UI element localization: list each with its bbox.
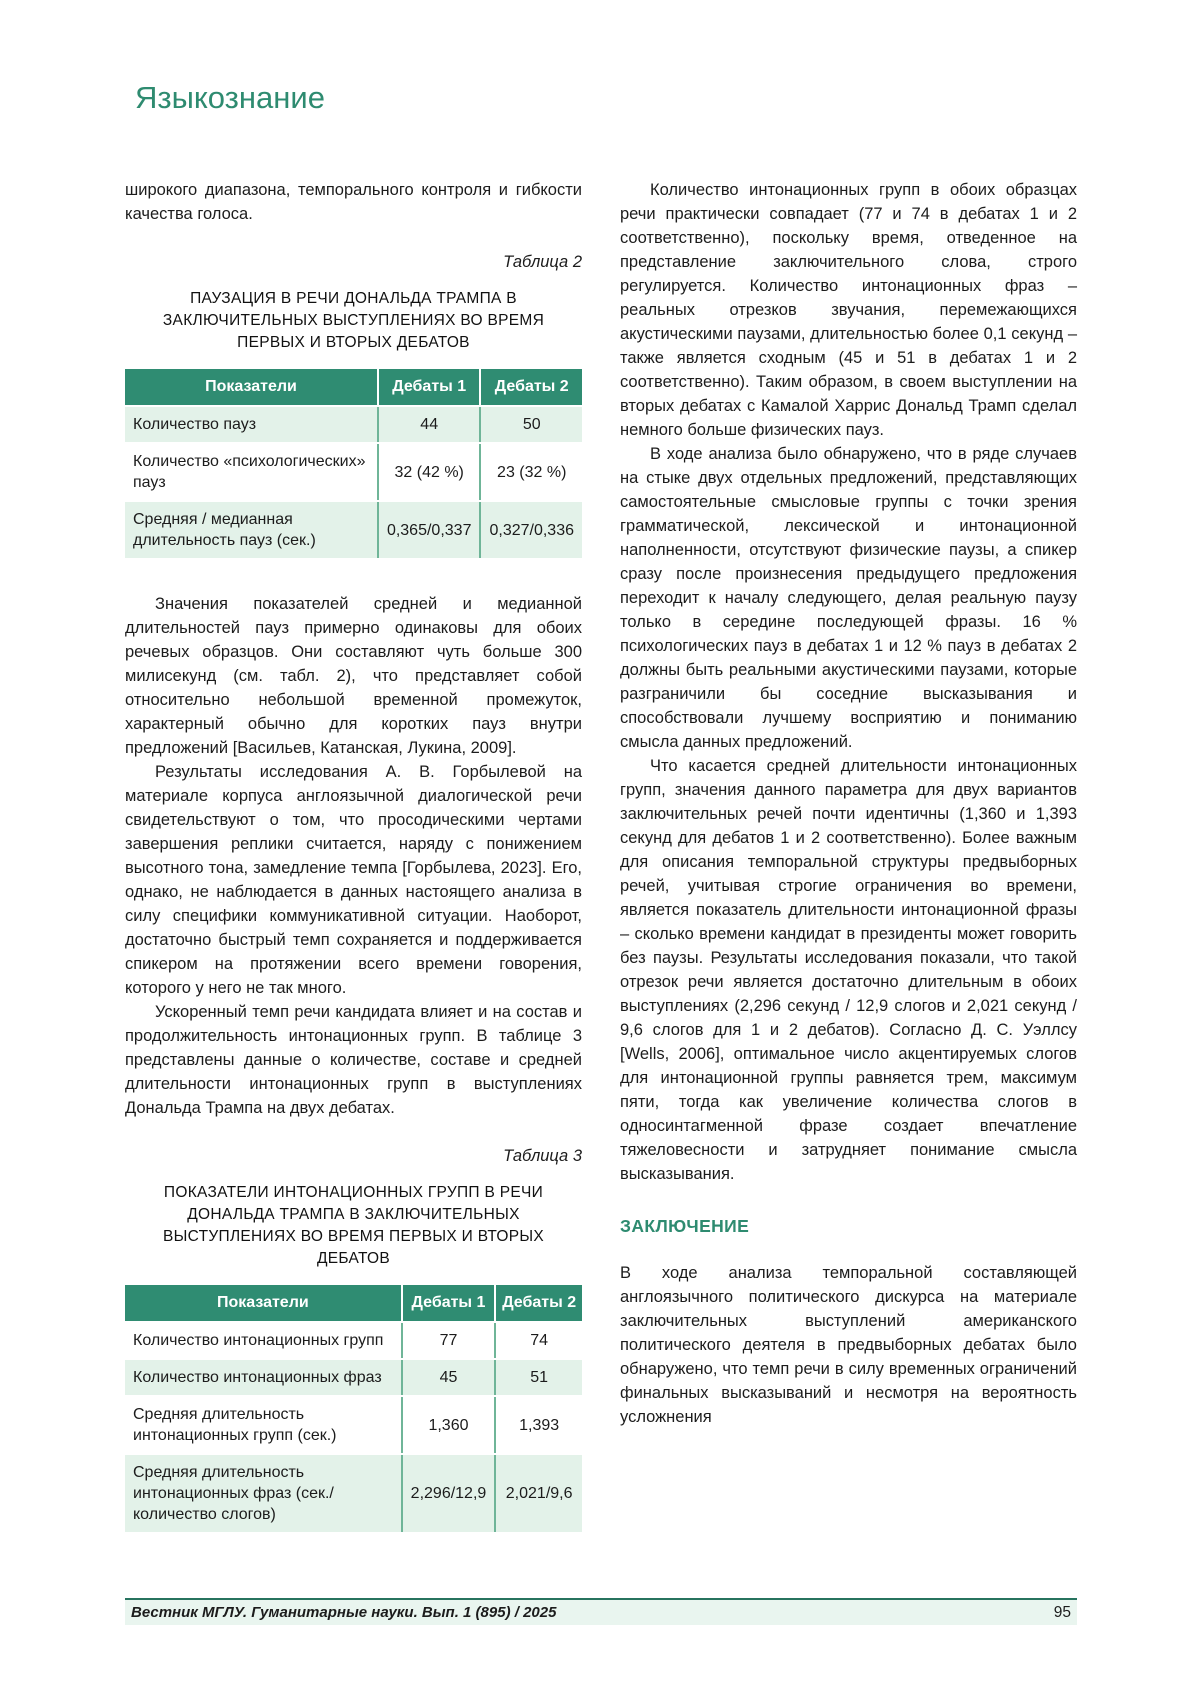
- row-value-debate-1: 77: [402, 1322, 496, 1359]
- row-value-debate-1: 32 (42 %): [378, 443, 481, 501]
- paragraph: Количество интонационных групп в обоих образцах речи практически совпадает (77 и 74 в дебатах 1 и 2 соответственно), поскольку время, отведенное на представление заключительного слова, строго регулируется. Количество интонационных фраз – реальных отрезков звучания, перемежающихся акустическими паузами, длительностью более 0,1 секунд – также является сходным (45 и 51 в дебатах 1 и 2 соответственно). Таким образом, в своем выступлении на вторых дебатах с Камалой Харрис Дональд Трамп сделал немного больше физических пауз.: [620, 181, 1077, 439]
- row-value-debate-2: 50: [480, 406, 582, 443]
- column-header-debate-1: Дебаты 1: [402, 1285, 496, 1322]
- table-3-caption: Таблица 3: [503, 1147, 582, 1165]
- column-header-debate-2: Дебаты 2: [495, 1285, 582, 1322]
- table-row: [125, 1359, 582, 1396]
- table-row: [125, 501, 582, 559]
- row-value-debate-1: 2,296/12,9: [402, 1454, 496, 1533]
- paragraph: Результаты исследования А. В. Горбылевой на материале корпуса англоязычной диалогической речи свидетельствуют о том, что просодическими чертами завершения реплики считается, наряду с понижением высотного тона, замедление темпа [Горбылева, 2023]. Его, однако, не наблюдается в данных настоящего анализа в силу специфики коммуникативной ситуации. Наоборот, достаточно быстрый темп сохраняется и поддерживается спикером на протяжении всего времени говорения, которого у него не так много.: [125, 763, 582, 997]
- table-3-title: ПОКАЗАТЕЛИ ИНТОНАЦИОННЫХ ГРУПП В РЕЧИ ДОНАЛЬДА ТРАМПА В ЗАКЛЮЧИТЕЛЬНЫХ ВЫСТУПЛЕНИЯХ ВО ВРЕМЯ ПЕРВЫХ И ВТОРЫХ ДЕБАТОВ: [162, 1184, 545, 1267]
- row-value-debate-2: 51: [495, 1359, 582, 1396]
- right-column: [620, 178, 1077, 1534]
- row-label: Количество пауз: [125, 406, 378, 443]
- row-label: Средняя / медианная длительность пауз (сек.): [125, 501, 378, 559]
- row-label: Средняя длительность интонационных групп (сек.): [125, 1396, 402, 1454]
- table-2-header-row: [125, 369, 582, 406]
- row-label: Количество «психологических» пауз: [125, 443, 378, 501]
- table-row: [125, 1322, 582, 1359]
- row-value-debate-1: 0,365/0,337: [378, 501, 481, 559]
- page-footer: [125, 1598, 1077, 1625]
- row-value-debate-2: 2,021/9,6: [495, 1454, 582, 1533]
- row-value-debate-1: 1,360: [402, 1396, 496, 1454]
- row-value-debate-2: 23 (32 %): [480, 443, 582, 501]
- footer-page-number: 95: [1053, 1603, 1071, 1621]
- column-header-debate-1: Дебаты 1: [378, 369, 481, 406]
- paragraph-conclusion: В ходе анализа темпоральной составляющей англоязычного политического дискурса на материале заключительных выступлений американского политического деятеля в предвыборных дебатах было обнаружено, что темп речи в силу временных ограничений финальных высказываний и несмотря на вероятность усложнения: [620, 1264, 1077, 1426]
- row-value-debate-2: 1,393: [495, 1396, 582, 1454]
- table-row: [125, 1454, 582, 1533]
- paragraph: Ускоренный темп речи кандидата влияет и на состав и продолжительность интонационных групп. В таблице 3 представлены данные о количестве, составе и средней длительности интонационных групп в выступлениях Дональда Трампа на двух дебатах.: [125, 1003, 582, 1117]
- row-label: Количество интонационных фраз: [125, 1359, 402, 1396]
- table-2-title: ПАУЗАЦИЯ В РЕЧИ ДОНАЛЬДА ТРАМПА В ЗАКЛЮЧИТЕЛЬНЫХ ВЫСТУПЛЕНИЯХ ВО ВРЕМЯ ПЕРВЫХ И ВТОРЫХ ДЕБАТОВ: [162, 290, 545, 351]
- table-3-intonation-groups: [125, 1285, 582, 1534]
- column-header-indicators: Показатели: [125, 1285, 402, 1322]
- footer-journal-title: Вестник МГЛУ. Гуманитарные науки. Вып. 1 (895) / 2025: [131, 1604, 557, 1621]
- column-header-indicators: Показатели: [125, 369, 378, 406]
- row-value-debate-1: 44: [378, 406, 481, 443]
- paragraph: В ходе анализа было обнаружено, что в ряде случаев на стыке двух отдельных предложений, представляющих самостоятельные смысловые группы с точки зрения грамматической, лексической и интонационной наполненности, отсутствуют физические паузы, а спикер сразу после произнесения предыдущего предложения переходит к началу следующего, делая реальную паузу только в середине последующей фразы. 16 % психологических пауз в дебатах 1 и 12 % пауз в дебатах 2 должны быть реальными акустическими паузами, которые разграничили бы соседние высказывания и способствовали лучшему восприятию и пониманию смысла данных предложений.: [620, 445, 1077, 751]
- paragraph-continuation: широкого диапазона, темпорального контроля и гибкости качества голоса.: [125, 181, 582, 223]
- table-2-caption: Таблица 2: [503, 253, 582, 271]
- left-column: [125, 178, 582, 1534]
- table-3-header-row: [125, 1285, 582, 1322]
- section-header: Языкознание: [135, 80, 325, 115]
- table-row: [125, 443, 582, 501]
- table-row: [125, 1396, 582, 1454]
- table-row: [125, 406, 582, 443]
- row-value-debate-2: 0,327/0,336: [480, 501, 582, 559]
- row-value-debate-1: 45: [402, 1359, 496, 1396]
- row-value-debate-2: 74: [495, 1322, 582, 1359]
- table-2-pausation: [125, 369, 582, 560]
- row-label: Количество интонационных групп: [125, 1322, 402, 1359]
- column-header-debate-2: Дебаты 2: [480, 369, 582, 406]
- two-column-content: [125, 178, 1077, 1534]
- paragraph: Что касается средней длительности интонационных групп, значения данного параметра для двух вариантов заключительных речей почти идентичны (1,360 и 1,393 секунд для дебатов 1 и 2 соответственно). Более важным для описания темпоральной структуры предвыборных речей, учитывая строгие ограничения во времени, является показатель длительности интонационной фразы – сколько времени кандидат в президенты может говорить без паузы. Результаты исследования показали, что такой отрезок речи является достаточно длительным в обоих выступлениях (2,296 секунд / 12,9 слогов и 2,021 секунд / 9,6 слогов для 1 и 2 дебатов). Согласно Д. С. Уэллсу [Wells, 2006], оптимальное число акцентируемых слогов для интонационной группы равняется трем, максимум пяти, тогда как увеличение количества слогов в односинтагменной фразе создает впечатление тяжеловесности и затрудняет понимание смысла высказывания.: [620, 757, 1077, 1183]
- paragraph: Значения показателей средней и медианной длительностей пауз примерно одинаковы для обоих речевых образцов. Они составляют чуть больше 300 милисекунд (см. табл. 2), что представляет собой относительно небольшой временной промежуток, характерный обычно для коротких пауз внутри предложений [Васильев, Катанская, Лукина, 2009].: [125, 595, 582, 757]
- conclusion-heading: ЗАКЛЮЧЕНИЕ: [620, 1216, 750, 1236]
- row-label: Средняя длительность интонационных фраз (сек./ количество слогов): [125, 1454, 402, 1533]
